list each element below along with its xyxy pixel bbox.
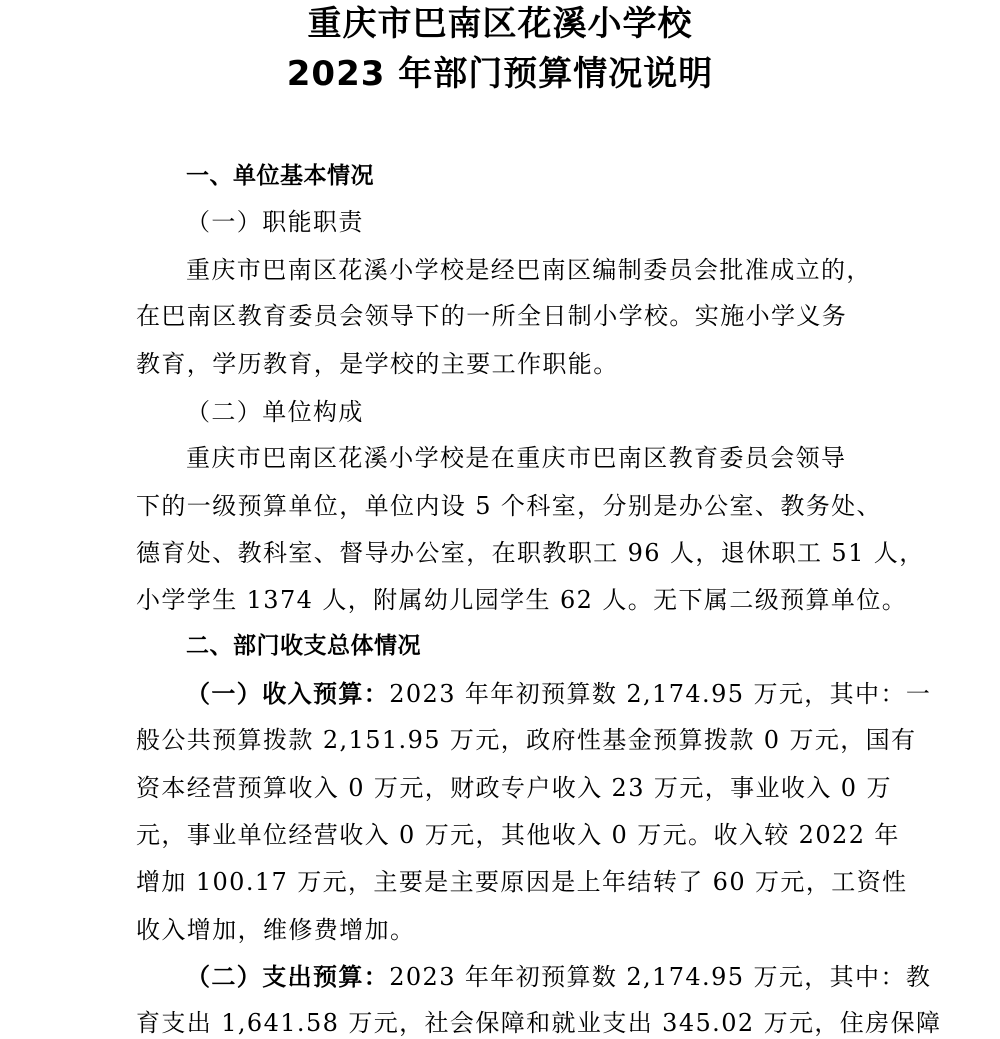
expense-budget-first-line (186, 961, 946, 993)
paragraph-line: 收入增加，维修费增加。 (136, 916, 416, 944)
paragraph-line: 在巴南区教育委员会领导下的一所全日制小学校。实施小学义务 (136, 302, 848, 330)
expense-budget-text: 2023 年年初预算数 2,174.95 万元，其中：教 (389, 963, 932, 991)
paragraph-line: 元，事业单位经营收入 0 万元，其他收入 0 万元。收入较 2022 年 (136, 821, 900, 849)
document-title-line-2: 2023 年部门预算情况说明 (286, 54, 714, 94)
income-budget-label: （一）收入预算： (186, 680, 390, 708)
paragraph-line: 资本经营预算收入 0 万元，财政专户收入 23 万元，事业收入 0 万 (136, 774, 892, 802)
section-1-heading: 一、单位基本情况 (186, 163, 374, 189)
expense-budget-label: （二）支出预算： (186, 963, 390, 991)
paragraph-line: 德育处、教科室、督导办公室，在职教职工 96 人，退休职工 51 人， (136, 539, 925, 567)
paragraph-line: 重庆市巴南区花溪小学校是在重庆市巴南区教育委员会领导 (186, 444, 847, 472)
section-2-heading: 二、部门收支总体情况 (186, 633, 421, 659)
income-budget-text: 2023 年年初预算数 2,174.95 万元，其中：一 (389, 680, 932, 708)
subsection-1-1-heading: （一）职能职责 (186, 208, 364, 236)
document-title-line-1: 重庆市巴南区花溪小学校 (307, 4, 693, 44)
paragraph-line: 育支出 1,641.58 万元，社会保障和就业支出 345.02 万元，住房保障 (136, 1009, 942, 1037)
paragraph-line: 般公共预算拨款 2,151.95 万元，政府性基金预算拨款 0 万元，国有 (136, 726, 917, 754)
paragraph-line: 增加 100.17 万元，主要是主要原因是上年结转了 60 万元，工资性 (136, 868, 908, 896)
paragraph-line: 重庆市巴南区花溪小学校是经巴南区编制委员会批准成立的， (186, 256, 872, 284)
paragraph-line: 教育，学历教育，是学校的主要工作职能。 (136, 350, 619, 378)
paragraph-line: 小学学生 1374 人，附属幼儿园学生 62 人。无下属二级预算单位。 (136, 586, 908, 614)
subsection-1-2-heading: （二）单位构成 (186, 398, 364, 426)
income-budget-first-line (186, 678, 946, 710)
paragraph-line: 下的一级预算单位，单位内设 5 个科室，分别是办公室、教务处、 (136, 492, 882, 520)
